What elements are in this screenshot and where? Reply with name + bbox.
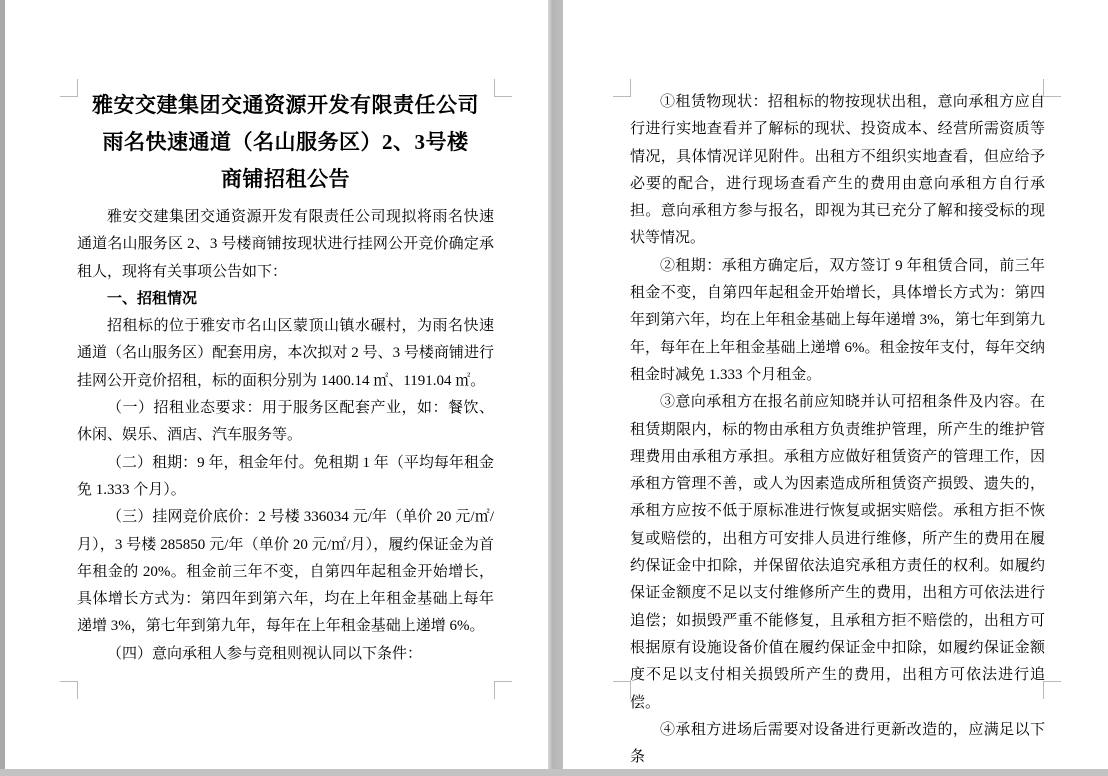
paragraph: ④承租方进场后需要对设备进行更新改造的，应满足以下条 — [630, 721, 1045, 766]
paragraph: ①租赁物现状：招租标的物按现状出租，意向承租方应自行进行实地查看并了解标的现状、投资成本、经营所需资质等情况，具体情况详见附件。出租方不组织实地查看，但应给予必要的配合，进行现场查看产生的费用由意向承租方自行承担。意向承租方参与报名，即视为其已充分了解和接受标的现状等情况。 — [630, 94, 1045, 247]
margin-crop-mark — [494, 79, 512, 97]
paragraph: （三）挂网竞价底价：2 号楼 336034 元/年（单价 20 元/㎡/月），3 号楼 285850 元/年（单价 20 元/㎡/月），履约保证金为首年租金的 20%。租金前三年不变，自第四年起租金开始增长，具体增长方式为：第四年到第六年，均在上年租金基础上每年递增 3%，第七年到第九年，每年在上年租金基础上递增 6%。 — [77, 509, 494, 635]
margin-crop-mark — [1043, 79, 1061, 97]
page-2-text-area — [630, 0, 1045, 769]
paragraph: （四）意向承租人参与竞租则视认同以下条件： — [107, 645, 423, 662]
paragraph-intro: 雅安交建集团交通资源开发有限责任公司现拟将雨名快速通道名山服务区 2、3 号楼商铺按现状进行挂网公开竞价确定承租人，现将有关事项公告如下： — [77, 209, 494, 280]
paragraph: （二）租期：9 年，租金年付。免租期 1 年（平均每年租金免 1.333 个月）。 — [77, 454, 494, 498]
title-line-2: 雨名快速通道（名山服务区）2、3号楼 — [102, 130, 469, 154]
section-heading-1: 一、招租情况 — [107, 290, 198, 307]
margin-crop-mark — [60, 681, 78, 699]
margin-crop-mark — [494, 681, 512, 699]
page-gap — [548, 0, 563, 769]
title-line-1: 雅安交建集团交通资源开发有限责任公司 — [92, 93, 479, 117]
margin-crop-mark — [613, 681, 631, 699]
margin-crop-mark — [613, 79, 631, 97]
page-1 — [5, 0, 548, 769]
page-1-text-area — [77, 0, 494, 668]
margin-crop-mark — [1043, 681, 1061, 699]
page-2 — [563, 0, 1108, 769]
paragraph: 招租标的位于雅安市名山区蒙顶山镇水碾村，为雨名快速通道（名山服务区）配套用房，本次拟对 2 号、3 号楼商铺进行挂网公开竞价招租，标的面积分别为 1400.14 ㎡、1191.04 ㎡。 — [77, 318, 494, 389]
margin-crop-mark — [60, 79, 78, 97]
paragraph: （一）招租业态要求：用于服务区配套产业，如：餐饮、休闲、娱乐、酒店、汽车服务等。 — [77, 400, 494, 444]
paragraph: ③意向承租方在报名前应知晓并认可招租条件及内容。在租赁期限内，标的物由承租方负责维护管理，所产生的维护管理费用由承租方承担。承租方应做好租赁资产的管理工作，因承租方管理不善，或人为因素造成所租赁资产损毁、遗失的，承租方应按不低于原标准进行恢复或据实赔偿。承租方拒不恢复或赔偿的，出租方可安排人员进行维修，所产生的费用在履约保证金中扣除，并保留依法追究承租方责任的权利。如履约保证金额度不足以支付维修所产生的费用，出租方可依法进行追偿；如损毁严重不能修复，且承租方拒不赔偿的，出租方可根据原有设施设备价值在履约保证金中扣除，如履约保证金额度不足以支付相关损毁所产生的费用，出租方可依法进行追偿。 — [630, 394, 1045, 711]
document-title — [77, 87, 494, 198]
app-background-bottom — [0, 769, 1108, 776]
title-line-3: 商铺招租公告 — [221, 167, 350, 191]
paragraph: ②租期：承租方确定后，双方签订 9 年租赁合同，前三年租金不变，自第四年起租金开始增长，具体增长方式为：第四年到第六年，均在上年租金基础上每年递增 3%，第七年到第九年，每年在上年租金基础上递增 6%。租金按年支付，每年交纳租金时减免 1.333 个月租金。 — [630, 257, 1045, 383]
